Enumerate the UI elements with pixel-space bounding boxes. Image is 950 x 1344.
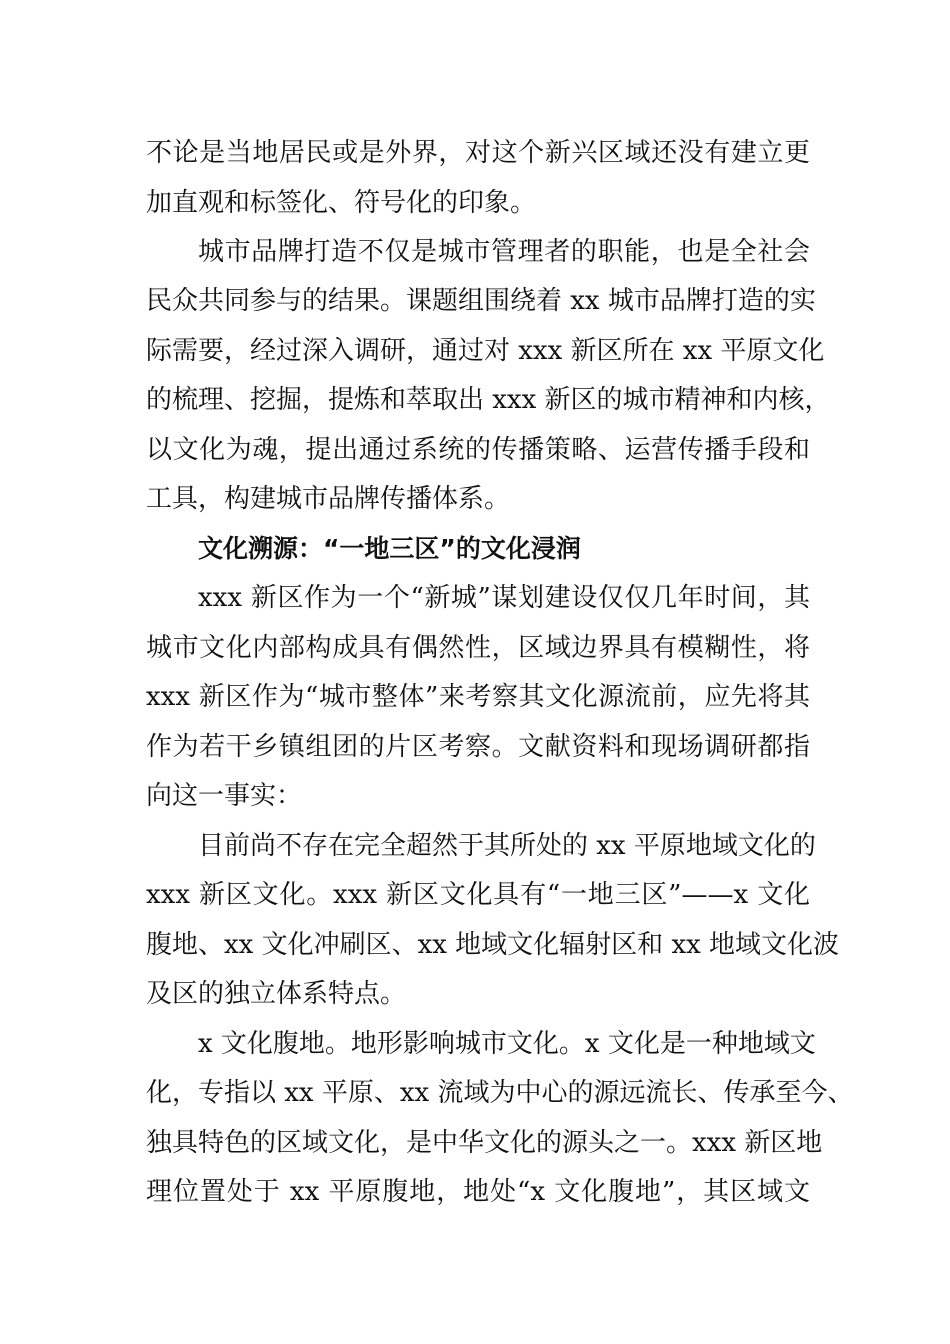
- paragraph-line: 城市文化内部构成具有偶然性，区域边界具有模糊性，将: [146, 633, 810, 663]
- paragraph-line: 以文化为魂，提出通过系统的传播策略、运营传播手段和: [146, 435, 810, 465]
- paragraph-line: 独具特色的区域文化，是中华文化的源头之一。xxx 新区地: [146, 1128, 823, 1158]
- paragraph-line: x 文化腹地。地形影响城市文化。x 文化是一种地域文: [198, 1029, 816, 1059]
- paragraph-line: 加直观和标签化、符号化的印象。: [146, 188, 537, 218]
- paragraph-line: 理位置处于 xx 平原腹地，地处“x 文化腹地”，其区域文: [146, 1177, 810, 1207]
- paragraph-line: 际需要，经过深入调研，通过对 xxx 新区所在 xx 平原文化: [146, 336, 825, 366]
- paragraph-line: 作为若干乡镇组团的片区考察。文献资料和现场调研都指: [146, 732, 810, 762]
- paragraph-line: 化，专指以 xx 平原、xx 流域为中心的源远流长、传承至今、: [146, 1078, 854, 1108]
- paragraph-line: xxx 新区文化。xxx 新区文化具有“一地三区”——x 文化: [146, 880, 810, 910]
- paragraph-line: 民众共同参与的结果。课题组围绕着 xx 城市品牌打造的实: [146, 286, 816, 316]
- paragraph-line: 腹地、xx 文化冲刷区、xx 地域文化辐射区和 xx 地域文化波: [146, 930, 840, 960]
- paragraph-line: xxx 新区作为一个“新城”谋划建设仅仅几年时间，其: [198, 583, 810, 613]
- paragraph-line: 目前尚不存在完全超然于其所处的 xx 平原地域文化的: [198, 831, 816, 861]
- paragraph-line: 工具，构建城市品牌传播体系。: [146, 484, 511, 514]
- section-heading: 文化溯源：“一地三区”的文化浸润: [198, 534, 581, 563]
- paragraph-line: 的梳理、挖掘，提炼和萃取出 xxx 新区的城市精神和内核，: [146, 385, 831, 415]
- paragraph-line: 向这一事实：: [146, 781, 303, 811]
- paragraph-line: 城市品牌打造不仅是城市管理者的职能，也是全社会: [198, 237, 810, 267]
- paragraph-line: 及区的独立体系特点。: [146, 979, 407, 1009]
- paragraph-line: xxx 新区作为“城市整体”来考察其文化源流前，应先将其: [146, 682, 810, 712]
- paragraph-line: 不论是当地居民或是外界，对这个新兴区域还没有建立更: [146, 138, 810, 168]
